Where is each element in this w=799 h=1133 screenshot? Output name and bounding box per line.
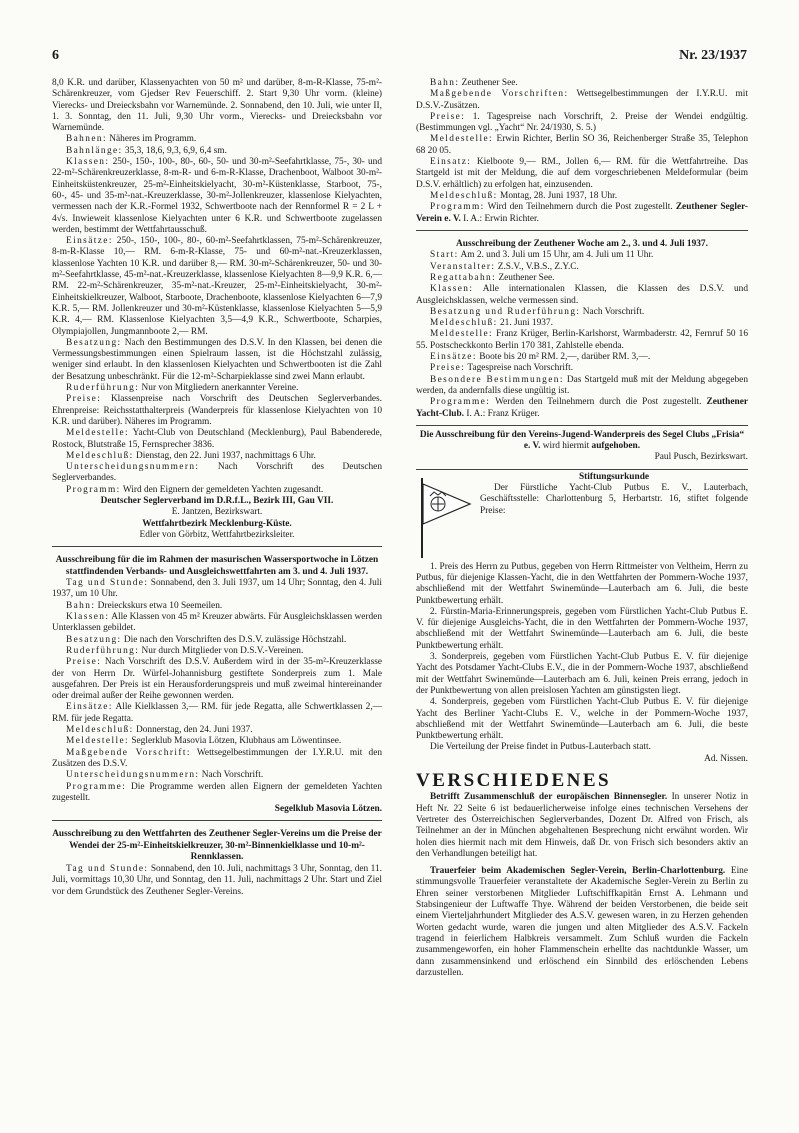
issue-number: Nr. 23/1937	[679, 48, 747, 63]
field-start: Start: Am 2. und 3. Juli um 15 Uhr, am 4. Juli um 11 Uhr.	[430, 250, 654, 261]
stiftung-intro: Der Fürstliche Yacht-Club Putbus E. V., Lauterbach, Geschäftsstelle: Charlottenburg 5, Herbartstr. 16, stiftet folgende Preise:	[480, 483, 748, 516]
news-item: Trauerfeier beim Akademischen Segler-Verein, Berlin-Charlottenburg. Eine stimmungsvolle Trauerfeier veranstaltete der Akademische Segler-Verein zu Berlin zu Ehren seiner verstorbenen Mitglieder Luftschiffkapitän Ernst A. Lehmann und Stabsingenieur der Luftwaffe Thye. Während der beiden Verstorbenen, die beide seit einem Vierteljahrhundert Mitglieder des A.S.V. gewesen waren, in zu Herzen gehenden Worten gedacht wurde, waren die jungen und alten Mitglieder des A.S.V. Fackeln tragend in feierlichem Halbkreis versammelt. Zum Schluß wurden die Fackeln zusammengeworfen, ein hoher Flammenschein erhellte das nachtdunkle Wasser, um dann zusammensinkend und erlöschend ein Sinnbild des erlöschenden Lebens darzustellen.	[416, 866, 748, 978]
field-regattabahn: Regattabahn: Zeuthener See.	[430, 272, 555, 283]
signature-nissen: Ad. Nissen.	[704, 753, 748, 764]
field-meldestelle: Meldestelle: Franz Krüger, Berlin-Karlshorst, Warmbaderstr. 42, Fernruf 50 16 55. Postscheckkonto Berlin 170 381, Zahlstelle ebenda.	[416, 329, 748, 351]
field-preise: Preise: Nach Vorschrift des D.S.V. Außerdem wird in der 35-m²-Kreuzerklasse der von Herrn Dr. Würfel-Johannisburg gestiftete Sonderpreis zum 1. Male ausgefahren. Der Preis ist ein Herausforderungspreis und muß zweimal hintereinander oder dreimal außer der Reihe gewonnen werden.	[52, 657, 382, 702]
field-meldestelle: Meldestelle: Seglerklub Masovia Lötzen, Klubhaus am Löwentinsee.	[66, 736, 342, 747]
right-column	[416, 78, 748, 979]
heading-zeuthen-wendei: Ausschreibung zu den Wettfahrten des Zeuthener Segler-Vereins um die Preise der Wendei der 25-m²-Einheitskielkreuzer, 30-m²-Binnenkielklasse und 10-m²-Rennklassen.	[52, 829, 382, 863]
field-meldeschluss: Meldeschluß: 21. Juni 1937.	[430, 318, 553, 329]
field-veranstalter: Veranstalter: Z.S.V., V.B.S., Z.Y.C.	[430, 261, 579, 272]
divider	[416, 230, 748, 231]
section-title-verschiedenes: VERSCHIEDENES	[416, 770, 612, 792]
signature-dsv: Deutscher Seglerverband im D.R.f.L., Bezirk III, Gau VII.	[100, 495, 334, 506]
signature-goerbitz: Edler von Görbitz, Wettfahrtbezirksleiter.	[139, 529, 295, 540]
field-bestimmungen: Besondere Bestimmungen: Das Startgeld muß mit der Meldung abgegeben werden, da andernfalls diese ungültig ist.	[416, 374, 748, 396]
field-ruderfuehrung: Ruderführung: Nur von Mitgliedern anerkannter Vereine.	[66, 383, 299, 394]
field-einsaetze: Einsätze: 250-, 150-, 100-, 80-, 60-m²-Seefahrtklassen, 75-m²-Schärenkreuzer, 8-m-R-Klasse 10,— RM. 6-m-R-Klasse, 75- und 60-m²-nat.-Kreuzerklassen, klassenlose Yachten 10 K.R. und darüber 8,— RM. 30-m²-Schärenkreuzer, 50- und 30-m²-Seefahrtklasse, 45-m²-nat.-Kreuzerklasse, klassenlose Kielyachten 8—9,9 K.R. 6,— RM. 22-m²-Schärenkreuzer, 35-m²-nat.-Kreuzer, 25-m²-Einheitskielyacht, 30-m²-Einheitskielkreuzer, Walboot, Starboote, Drachenboote, klassenlose Kielyachten 6—7,9 K.R. 5,— RM. Jollenkreuzer und 30-m²-Küstenklasse, klassenlose Kielyachten 5—5,9 K.R. 4,— RM. Klassenlose Kielyachten 3,5—4,9 K.R., Schwertboote, Scharpies, Olympiajollen, Jungmannboote 2,— RM.	[52, 236, 382, 337]
field-vorschrift: Maßgebende Vorschrift: Wettsegelbestimmungen der I.Y.R.U. mit den Zusätzen des D.S.V.	[52, 747, 383, 769]
divider	[52, 546, 382, 547]
stiftung-title: Stiftungsurkunde	[578, 471, 650, 482]
signature-zyc: Zeuthener Yacht-Club.	[416, 397, 749, 419]
field-unterscheidung: Unterscheidungsnummern: Nach Vorschrift.	[66, 770, 264, 781]
page-header	[52, 48, 747, 68]
field-klassen: Klassen: Alle internationalen Klassen, die Klassen des D.S.V. und Ausgleichsklassen, welche vermessen sind.	[416, 284, 748, 306]
field-programme: Programme: Die Programme werden allen Eignern der gemeldeten Yachten zugestellt.	[52, 781, 382, 803]
news-item: Betrifft Zusammenschluß der europäischen Binnensegler. In unserer Notiz in Heft Nr. 22 Seite 6 ist bedauerlicherweise infolge eines technischen Versehens der Vertreter des Österreichischen Seglerverbandes, Dozent Dr. Alfred von Frisch, als Teilnehmer an der in München abgehaltenen Besprechung nicht erwähnt worden. Wir holen dies hiermit nach mit dem Hinweis, daß Dr. von Frisch sich besonders aktiv an den Verhandlungen beteiligt hat.	[416, 792, 748, 859]
field-klassen: Klassen: 250-, 150-, 100-, 80-, 60-, 50- und 30-m²-Seefahrtklasse, 75-, 30- und 22-m²-Schärenkreuzerklasse, 8-m-R- und 6-m-R-Klasse, Drachenboot, Walboot 30-m²-Einheitsküstenkreuzer, 25-m²-Einheitskielyacht, 30-m²-Küstenklasse, Starboot, 75-, 60-, 45- und 35-m²-nat.-Kreuzerklasse, 30-m²-Jollenkreuzer, klassenlose Kielyachten, vermessen nach der K.R.-Formel 1932, Schwertboote nach der Rennformel R = 2 L + 4√s. Inwieweit klassenlose Kielyachten unter 6 K.R. und Schwertboote zugelassen werden, bestimmt der Wettfahrtausschuß.	[52, 157, 382, 235]
field-meldeschluss: Meldeschluß: Dienstag, den 22. Juni 1937, nachmittags 6 Uhr.	[66, 450, 316, 461]
field-programme: Programme: Werden den Teilnehmern durch die Post zugestellt. Zeuthener Yacht-Club. I. A.: Franz Krüger.	[416, 397, 749, 419]
field-bahnen: Bahnen: Näheres im Programm.	[66, 134, 197, 145]
field-bahn: Bahn: Zeuthener See.	[430, 78, 518, 88]
signature-zsv: Zeuthener Segler-Verein e. V.	[416, 202, 748, 224]
club-pennant-icon	[416, 474, 472, 560]
field-programm: Programm: Wird den Teilnehmern durch die Post zugestellt. Zeuthener Segler-Verein e. V. I. A.: Erwin Richter.	[416, 202, 748, 224]
field-besatzung: Besatzung und Ruderführung: Nach Vorschrift.	[430, 306, 645, 317]
signature-masovia: Segelklub Masovia Lötzen.	[274, 804, 382, 815]
field-meldestelle: Meldestelle: Erwin Richter, Berlin SO 36, Reichenberger Straße 35, Telephon 68 20 05.	[416, 134, 748, 156]
field-meldeschluss: Meldeschluß: Montag, 28. Juni 1937, 18 Uhr.	[430, 190, 618, 201]
field-tag: Tag und Stunde: Sonnabend, den 3. Juli 1937, um 14 Uhr; Sonntag, den 4. Juli 1937, um 10 Uhr.	[52, 578, 382, 600]
signature-wettfahrt: Wettfahrtbezirk Mecklenburg-Küste.	[142, 518, 292, 529]
field-tag: Tag und Stunde: Sonnabend, den 10. Juli, nachmittags 3 Uhr, Sonntag, den 11. Juli, vormittags 10,30 Uhr, und Sonntag, den 11. Juli, nachmittags 2 Uhr. Start und Ziel vor dem Grundstück des Zeuthener Segler-Vereins.	[52, 863, 382, 897]
signature-jantzen: E. Jantzen, Bezirkswart.	[171, 507, 263, 518]
field-einsatz: Einsatz: Kielboote 9,— RM., Jollen 6,— RM. für die Wettfahrtreihe. Das Startgeld ist mit der Meldung, die auf dem vorgeschriebenen Meldeformular (beim D.S.V. erhältlich) zu erfolgen hat, einzusenden.	[416, 157, 748, 190]
field-bahn: Bahn: Dreieckskurs etwa 10 Seemeilen.	[66, 600, 223, 611]
paragraph: 8,0 K.R. und darüber, Klassenyachten von 50 m² und darüber, 8-m-R-Klasse, 75-m²-Schärenkreuzer, vom Gjedser Rev Feuerschiff. 2. Start 9,30 Uhr vorm. (kleine) Vierecks- und Dreiecksbahn vor Warnemünde. 2. Sonnabend, den 10. Juli, wie unter II, 1. 3. Sonntag, den 11. Juli, 9,30 Uhr vorm., Vierecks- und Dreiecksbahn vor Warnemünde.	[52, 78, 382, 134]
field-ruderfuehrung: Ruderführung: Nur durch Mitglieder von D.S.V.-Vereinen.	[66, 645, 304, 656]
field-vorschriften: Maßgebende Vorschriften: Wettsegelbestimmungen der I.Y.R.U. mit D.S.V.-Zusätzen.	[416, 89, 749, 111]
field-besatzung: Besatzung: Die nach den Vorschriften des D.S.V. zulässige Höchstzahl.	[66, 634, 347, 645]
field-preise: Preise: Klassenpreise nach Vorschrift des Deutschen Seglerverbandes. Ehrenpreise: Reichsstatthalterpreis (Wanderpreis für klassenlose Kielyachten von 10 K.R. und darüber). Näheres im Programm.	[52, 394, 382, 427]
prize-note: Die Verteilung der Preise findet in Putbus-Lauterbach statt.	[430, 742, 651, 753]
field-meldestelle: Meldestelle: Yacht-Club von Deutschland (Mecklenburg), Paul Babenderede, Rostock, Blutstraße 15, Fernsprecher 3836.	[52, 428, 382, 450]
divider	[416, 425, 748, 426]
field-klassen: Klassen: Alle Klassen von 45 m² Kreuzer abwärts. Für Ausgleichsklassen werden Unterklassen gebildet.	[52, 612, 382, 634]
page-number: 6	[52, 48, 59, 63]
signature-pusch: Paul Pusch, Bezirkswart.	[654, 452, 748, 463]
field-bahnlaenge: Bahnlänge: 35,3, 18,6, 9,3, 6,9, 6,4 sm.	[66, 145, 227, 156]
field-preise: Preise: 1. Tagespreise nach Vorschrift, 2. Preise der Wendei endgültig. (Bestimmungen vgl. „Yacht“ Nr. 24/1930, S. 5.)	[416, 111, 748, 134]
field-preise: Preise: Tagespreise nach Vorschrift.	[430, 363, 574, 374]
prize-item: 3. Sonderpreis, gegeben vom Fürstlichen Yacht-Club Putbus E. V. für diejenige Yacht des Potsdamer Yacht-Clubs E.V., die in der Pommern-Woche 1937, abschließend mit der Wettfahrt Swinemünde—Lauterbach am 6. Juli, keinen Preis errang, jedoch in der Punktbewertung von allen preislosen Yachten am günstigsten liegt.	[416, 652, 748, 696]
heading-zeuthener-woche: Ausschreibung der Zeuthener Woche am 2., 3. und 4. Juli 1937.	[456, 238, 708, 249]
field-einsaetze: Einsätze: Alle Kielklassen 3,— RM. für jede Regatta, alle Schwertklassen 2,— RM. für jede Regatta.	[52, 702, 382, 724]
divider	[52, 820, 382, 821]
divider	[416, 469, 748, 470]
field-unterscheidung: Unterscheidungsnummern: Nach Vorschrift des Deutschen Seglerverbandes.	[52, 462, 382, 484]
field-meldeschluss: Meldeschluß: Donnerstag, den 24. Juni 1937.	[66, 725, 253, 736]
field-programm: Programm: Wird den Eignern der gemeldeten Yachten zugesandt.	[66, 484, 324, 495]
heading-loetzen: Ausschreibung für die im Rahmen der masurischen Wassersportwoche in Lötzen stattfindenden Verbands- und Ausgleichswettfahrten am 3. und 4. Juli 1937.	[55, 555, 379, 577]
prize-item: 1. Preis des Herrn zu Putbus, gegeben von Herrn Rittmeister von Veltheim, Herrn zu Putbus, für diejenige Klassen-Yacht, die in den Wettfahrten der Pommern-Woche 1937, abschließend mit der Wettfahrt Swinemünde—Lauterbach am 6. Juli, die beste Punktbewertung erhält.	[416, 561, 748, 606]
frisia-notice: Die Ausschreibung für den Vereins-Jugend-Wanderpreis des Segel Clubs „Frisia“ e. V. wird hiermit aufgehoben.	[419, 429, 745, 452]
field-einsaetze: Einsätze: Boote bis 20 m² RM. 2,—, darüber RM. 3,—.	[430, 352, 651, 363]
prize-item: 4. Sonderpreis, gegeben vom Fürstlichen Yacht-Club Putbus E. V. für diejenige Yacht des Berliner Yacht-Clubs E. V., welche in der Pommern-Woche 1937, abschließend mit der Wettfahrt Swinemünde—Lauterbach am 6. Juli, die beste Punktbewertung erhält.	[416, 697, 748, 742]
prize-item: 2. Fürstin-Maria-Erinnerungspreis, gegeben vom Fürstlichen Yacht-Club Putbus E. V. für diejenige Ausgleichs-Yacht, die in den Wettfahrten der Pommern-Woche 1937, abschließend mit der Wettfahrt Swinemünde—Lauterbach am 6. Juli, die beste Punktbewertung erhält.	[416, 606, 748, 651]
left-column	[52, 78, 382, 898]
field-besatzung: Besatzung: Nach den Bestimmungen des D.S.V. In den Klassen, bei denen die Vermessungsbestimmungen einen Spielraum lassen, ist die Höchstzahl zulässig, weniger sind erlaubt. In den klassenlosen Kielyachten und Schwertbooten ist die Zahl der Besatzung unbeschränkt. Für die 12-m²-Scharpieklasse sind zwei Mann erlaubt.	[52, 337, 382, 382]
